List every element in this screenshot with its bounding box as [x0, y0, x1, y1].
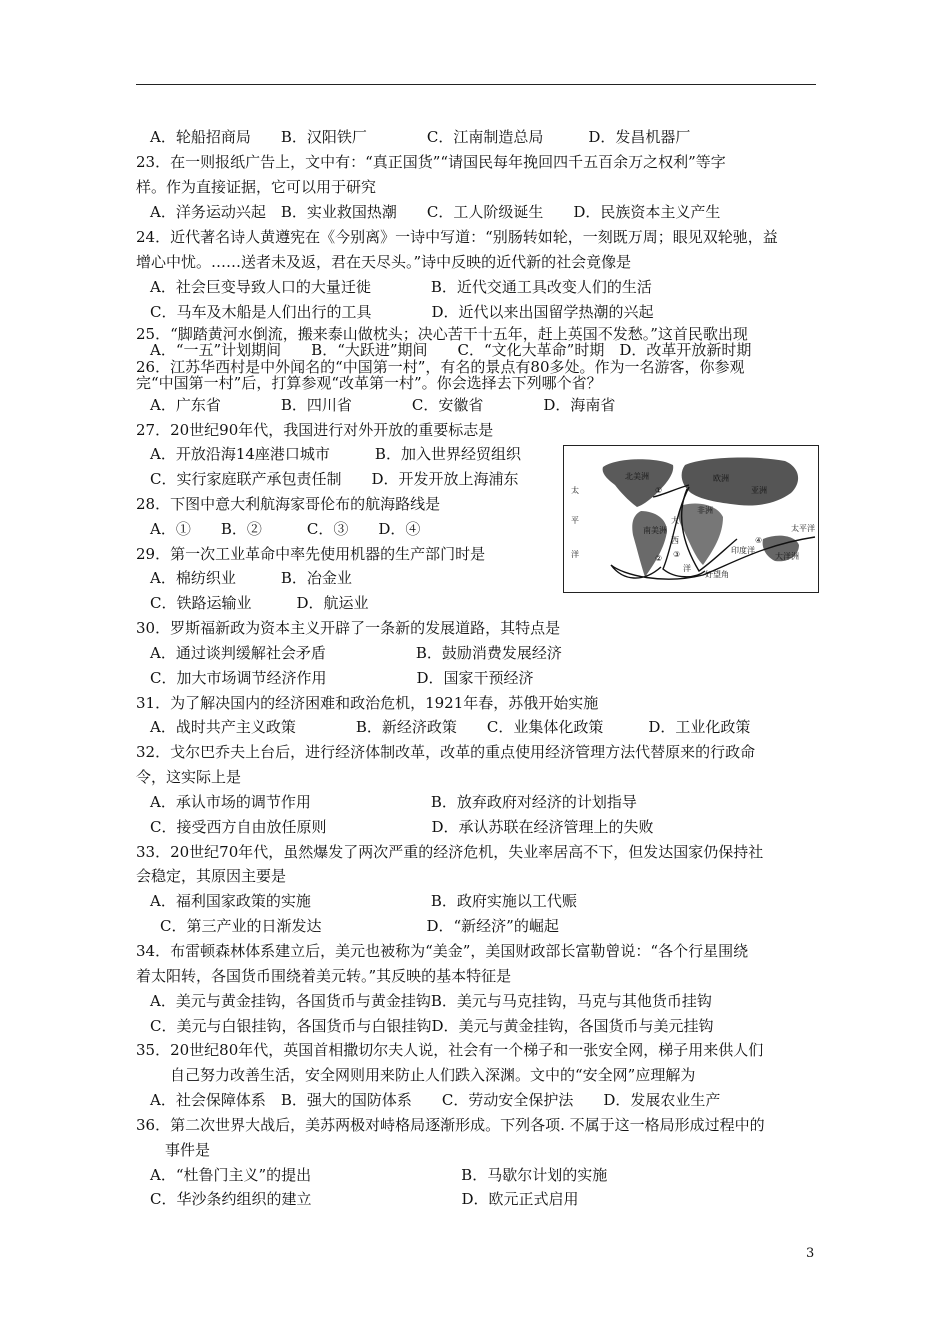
text-line: A．美元与黄金挂钩，各国货币与黄金挂钩B．美元与马克挂钩，马克与其他货币挂钩: [150, 992, 712, 1010]
text-line: A．广东省 B．四川省 C．安徽省 D．海南省: [150, 396, 616, 414]
map-label: 印度洋: [731, 546, 755, 555]
route-marker: ①: [655, 486, 663, 495]
text-line: 会稳定，其原因主要是: [136, 867, 287, 885]
text-line: A．通过谈判缓解社会矛盾 B．鼓励消费发展经济: [150, 644, 562, 662]
text-line: 30．罗斯福新政为资本主义开辟了一条新的发展道路，其特点是: [136, 619, 561, 637]
text-line: A．“杜鲁门主义”的提出 B．马歇尔计划的实施: [150, 1166, 608, 1184]
text-line: 28．下图中意大利航海家哥伦布的航海路线是: [136, 495, 441, 513]
text-line: C．加大市场调节经济作用 D．国家干预经济: [150, 669, 534, 687]
text-line: C．第三产业的日渐发达 D．“新经济”的崛起: [160, 917, 559, 935]
text-line: 33．20世纪70年代，虽然爆发了两次严重的经济危机，失业率居高不下，但发达国家仍保持社: [136, 843, 764, 861]
map-label: 太: [571, 486, 579, 495]
text-line: 32．戈尔巴乔夫上台后，进行经济体制改革，改革的重点使用经济管理方法代替原来的行政命: [136, 743, 756, 761]
text-line: A．开放沿海14座港口城市 B．加入世界经贸组织: [150, 445, 521, 463]
text-line: 24．近代著名诗人黄遵宪在《今别离》一诗中写道：“别肠转如轮，一刻既万周；眼见双轮驰，益: [136, 228, 778, 246]
text-line: C．实行家庭联产承包责任制 D．开发开放上海浦东: [150, 470, 519, 488]
text-line: 自己努力改善生活，安全网则用来防止人们跌入深渊。文中的“安全网”应理解为: [170, 1066, 696, 1084]
text-line: A．① B．② C．③ D．④: [150, 520, 421, 538]
route-marker: ③: [673, 550, 681, 559]
text-line: 34．布雷顿森林体系建立后，美元也被称为“美金”，美国财政部长富勒曾说：“各个行星围绕: [136, 942, 749, 960]
text-line: C．铁路运输业 D．航运业: [150, 594, 369, 612]
map-label: 非洲: [697, 506, 713, 515]
text-line: C．接受西方自由放任原则 D．承认苏联在经济管理上的失败: [150, 818, 654, 836]
map-label: 大: [671, 516, 679, 525]
text-line: 25．“脚踏黄河水倒流，搬来泰山做枕头；决心苦干十五年，赶上英国不发愁。”这首民歌出现: [136, 325, 748, 343]
map-label: 好望角: [705, 570, 729, 579]
text-line: 31．为了解决国内的经济困难和政治危机，1921年春，苏俄开始实施: [136, 694, 599, 712]
map-label: 平: [571, 516, 579, 525]
text-line: 令，这实际上是: [136, 768, 242, 786]
text-line: 36．第二次世界大战后，美苏两极对峙格局逐渐形成。下列各项. 不属于这一格局形成过程中的: [136, 1116, 765, 1134]
map-label: 欧洲: [713, 474, 729, 483]
map-label: 西: [671, 536, 679, 545]
text-line: A．洋务运动兴起 B．实业救国热潮 C．工人阶级诞生 D．民族资本主义产生: [150, 203, 721, 221]
map-label: 亚洲: [751, 486, 767, 495]
text-line: C．马车及木船是人们出行的工具 D．近代以来出国留学热潮的兴起: [150, 303, 654, 321]
text-line: 样。作为直接证据，它可以用于研究: [136, 178, 377, 196]
text-line: A．承认市场的调节作用 B．放弃政府对经济的计划指导: [150, 793, 637, 811]
header-rule: [136, 84, 816, 85]
route-marker: ②: [655, 554, 663, 563]
map-label: 北美洲: [625, 472, 649, 481]
text-line: 29．第一次工业革命中率先使用机器的生产部门时是: [136, 545, 486, 563]
map-label: 大洋洲: [775, 552, 799, 561]
voyage-routes-map: [563, 445, 819, 593]
route-marker: ④: [755, 536, 763, 545]
text-line: C．美元与白银挂钩，各国货币与白银挂钩D．美元与黄金挂钩，各国货币与美元挂钩: [150, 1017, 714, 1035]
text-line: 27．20世纪90年代，我国进行对外开放的重要标志是: [136, 421, 494, 439]
world-map-figure: [563, 445, 819, 593]
map-label: 洋: [683, 564, 691, 573]
text-line: A．“一五”计划期间 B．“大跃进”期间 C．“文化大革命”时期 D．改革开放新时期: [150, 341, 752, 359]
map-label: 南美洲: [643, 526, 667, 535]
text-line: 35．20世纪80年代，英国首相撒切尔夫人说，社会有一个梯子和一张安全网，梯子用来供人们: [136, 1041, 764, 1059]
map-label: 洋: [571, 550, 579, 559]
text-line: 增心中忧。……送者未及返，君在天尽头。”诗中反映的近代新的社会竟像是: [136, 253, 632, 271]
text-line: A．社会巨变导致人口的大量迁徙 B．近代交通工具改变人们的生活: [150, 278, 652, 296]
text-line: 完“中国第一村”后，打算参观“改革第一村”。你会选择去下列哪个省？: [136, 374, 602, 392]
map-label: 太平洋: [791, 524, 815, 533]
text-line: A．棉纺织业 B．冶金业: [150, 569, 352, 587]
text-line: A．轮船招商局 B．汉阳铁厂 C．江南制造总局 D．发昌机器厂: [150, 128, 691, 146]
text-line: 事件是: [165, 1141, 211, 1159]
text-line: A．社会保障体系 B．强大的国防体系 C．劳动安全保护法 D．发展农业生产: [150, 1091, 721, 1109]
text-line: A．福利国家政策的实施 B．政府实施以工代赈: [150, 892, 577, 910]
text-line: C．华沙条约组织的建立 D．欧元正式启用: [150, 1190, 579, 1208]
text-line: 26．江苏华西村是中外闻名的“中国第一村”，有名的景点有80多处。作为一名游客，你参观: [136, 358, 745, 376]
text-line: 着太阳转，各国货币围绕着美元转。”其反映的基本特征是: [136, 967, 512, 985]
text-line: A．战时共产主义政策 B．新经济政策 C．业集体化政策 D．工业化政策: [150, 718, 751, 736]
text-line: 23．在一则报纸广告上，文中有：“真正国货”“请国民每年挽回四千五百余万之权利”等字: [136, 153, 726, 171]
page-number: 3: [806, 1246, 815, 1261]
